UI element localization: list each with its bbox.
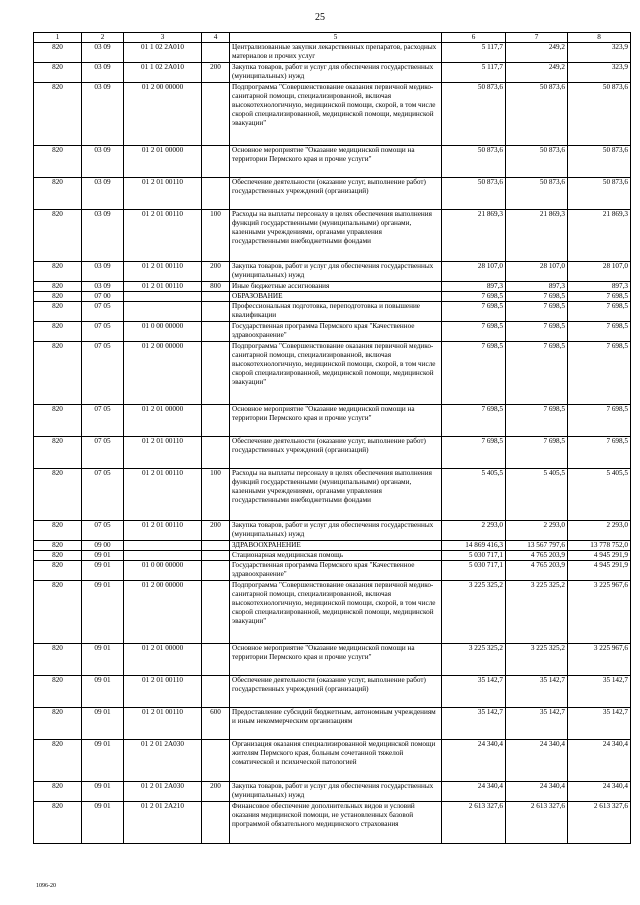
code-target-cell: [124, 551, 202, 561]
code-type-cell: [202, 405, 230, 437]
amount-year2-cell: 249,2: [506, 63, 568, 83]
description-cell: Подпрограмма "Совершенствование оказания первичной медико-санитарной помощи, специализированной, включая высокотехнологичную, медицинской помощи, скорой, в том числе скорой специализированной, медицинской помощи, медицинской эвакуации": [230, 581, 442, 644]
header-cell: 7: [506, 33, 568, 43]
table-row: [34, 63, 631, 83]
code-admin-cell: 820: [34, 322, 82, 342]
amount-year3-cell: 7 698,5: [568, 302, 631, 322]
amount-year2-cell: 2 613 327,6: [506, 802, 568, 844]
code-admin-cell: 820: [34, 437, 82, 469]
description-cell: Закупка товаров, работ и услуг для обеспечения государственных (муниципальных) нужд: [230, 521, 442, 541]
description-cell: Государственная программа Пермского края "Качественное здравоохранение": [230, 322, 442, 342]
code-section-cell: 03 09: [82, 63, 124, 83]
description-cell: Профессиональная подготовка, переподготовка и повышение квалификации: [230, 302, 442, 322]
header-cell: 4: [202, 33, 230, 43]
amount-year3-cell: 7 698,5: [568, 292, 631, 302]
table-row: [34, 561, 631, 581]
amount-year3-cell: 3 225 967,6: [568, 581, 631, 644]
amount-year2-cell: 897,3: [506, 282, 568, 292]
header-row: [34, 33, 631, 43]
amount-year3-cell: 7 698,5: [568, 322, 631, 342]
code-section-cell: 09 01: [82, 561, 124, 581]
amount-year2-cell: 4 765 203,9: [506, 551, 568, 561]
table-row: [34, 551, 631, 561]
code-section-cell: 03 09: [82, 210, 124, 262]
code-admin-cell: 820: [34, 178, 82, 210]
code-target-cell: 01 2 01 00000: [124, 405, 202, 437]
amount-year3-cell: 3 225 967,6: [568, 644, 631, 676]
table-row: [34, 178, 631, 210]
code-target-cell: 01 2 01 00000: [124, 146, 202, 178]
description-cell: Обеспечение деятельности (оказание услуг, выполнение работ) государственных учреждений (организаций): [230, 178, 442, 210]
amount-year2-cell: 50 873,6: [506, 83, 568, 146]
amount-year1-cell: 7 698,5: [442, 405, 506, 437]
table-row: [34, 146, 631, 178]
code-section-cell: 09 01: [82, 644, 124, 676]
code-type-cell: 200: [202, 782, 230, 802]
code-admin-cell: 820: [34, 302, 82, 322]
amount-year1-cell: 5 405,5: [442, 469, 506, 521]
amount-year1-cell: 7 698,5: [442, 342, 506, 405]
code-type-cell: [202, 322, 230, 342]
amount-year2-cell: 4 765 203,9: [506, 561, 568, 581]
code-admin-cell: 820: [34, 676, 82, 708]
code-type-cell: [202, 581, 230, 644]
amount-year1-cell: 50 873,6: [442, 178, 506, 210]
amount-year3-cell: 28 107,0: [568, 262, 631, 282]
description-cell: Основное мероприятие "Оказание медицинской помощи на территории Пермского края и прочие услуги": [230, 405, 442, 437]
amount-year3-cell: 323,9: [568, 63, 631, 83]
table-row: [34, 292, 631, 302]
amount-year1-cell: 50 873,6: [442, 83, 506, 146]
amount-year2-cell: 249,2: [506, 43, 568, 63]
table-row: [34, 782, 631, 802]
code-target-cell: 01 2 01 00110: [124, 469, 202, 521]
description-cell: Подпрограмма "Совершенствование оказания первичной медико-санитарной помощи, специализированной, включая высокотехнологичную, медицинской помощи, скорой, в том числе скорой специализированной, медицинской помощи, медицинской эвакуации": [230, 83, 442, 146]
code-section-cell: 07 05: [82, 405, 124, 437]
amount-year1-cell: 21 869,3: [442, 210, 506, 262]
code-type-cell: 200: [202, 521, 230, 541]
description-cell: Финансовое обеспечение дополнительных видов и условий оказания медицинской помощи, не установленных базовой программой обязательного медицинского страхования: [230, 802, 442, 844]
code-type-cell: 200: [202, 63, 230, 83]
code-section-cell: 07 05: [82, 342, 124, 405]
amount-year1-cell: 24 340,4: [442, 740, 506, 782]
table-row: [34, 405, 631, 437]
description-cell: Расходы на выплаты персоналу в целях обеспечения выполнения функций государственными (муниципальными) органами, казенными учреждениями, органами управления государственными внебюджетными фондами: [230, 469, 442, 521]
table-row: [34, 469, 631, 521]
code-section-cell: 07 05: [82, 437, 124, 469]
table-row: [34, 740, 631, 782]
header-cell: 6: [442, 33, 506, 43]
table-row: [34, 802, 631, 844]
amount-year3-cell: 323,9: [568, 43, 631, 63]
code-admin-cell: 820: [34, 43, 82, 63]
code-target-cell: 01 2 00 00000: [124, 581, 202, 644]
code-type-cell: [202, 146, 230, 178]
amount-year3-cell: 2 293,0: [568, 521, 631, 541]
code-target-cell: 01 2 01 00110: [124, 676, 202, 708]
code-type-cell: [202, 561, 230, 581]
amount-year3-cell: 7 698,5: [568, 405, 631, 437]
header-cell: 1: [34, 33, 82, 43]
table-row: [34, 521, 631, 541]
amount-year1-cell: 7 698,5: [442, 322, 506, 342]
code-admin-cell: 820: [34, 782, 82, 802]
code-admin-cell: 820: [34, 541, 82, 551]
code-target-cell: 01 1 02 2А010: [124, 63, 202, 83]
code-section-cell: 03 09: [82, 282, 124, 292]
table-row: [34, 302, 631, 322]
code-type-cell: [202, 292, 230, 302]
code-type-cell: 100: [202, 210, 230, 262]
code-admin-cell: 820: [34, 405, 82, 437]
header-cell: 8: [568, 33, 631, 43]
table-row: [34, 644, 631, 676]
code-type-cell: [202, 302, 230, 322]
table-row: [34, 342, 631, 405]
code-section-cell: 03 09: [82, 43, 124, 63]
code-admin-cell: 820: [34, 146, 82, 178]
code-type-cell: [202, 178, 230, 210]
code-target-cell: 01 2 01 00110: [124, 178, 202, 210]
code-type-cell: [202, 551, 230, 561]
description-cell: Закупка товаров, работ и услуг для обеспечения государственных (муниципальных) нужд: [230, 63, 442, 83]
code-admin-cell: 820: [34, 802, 82, 844]
header-cell: 3: [124, 33, 202, 43]
code-admin-cell: 820: [34, 644, 82, 676]
code-section-cell: 03 09: [82, 178, 124, 210]
table-row: [34, 581, 631, 644]
amount-year3-cell: 24 340,4: [568, 782, 631, 802]
description-cell: Закупка товаров, работ и услуг для обеспечения государственных (муниципальных) нужд: [230, 262, 442, 282]
code-type-cell: 200: [202, 262, 230, 282]
description-cell: Иные бюджетные ассигнования: [230, 282, 442, 292]
code-type-cell: [202, 541, 230, 551]
table-row: [34, 262, 631, 282]
amount-year2-cell: 5 405,5: [506, 469, 568, 521]
code-type-cell: [202, 342, 230, 405]
amount-year2-cell: 35 142,7: [506, 676, 568, 708]
description-cell: Стационарная медицинская помощь: [230, 551, 442, 561]
code-target-cell: 01 2 01 00110: [124, 437, 202, 469]
code-target-cell: 01 0 00 00000: [124, 561, 202, 581]
amount-year2-cell: 7 698,5: [506, 292, 568, 302]
amount-year2-cell: 7 698,5: [506, 437, 568, 469]
code-type-cell: [202, 802, 230, 844]
table-row: [34, 83, 631, 146]
code-target-cell: 01 0 00 00000: [124, 322, 202, 342]
amount-year1-cell: 35 142,7: [442, 676, 506, 708]
amount-year1-cell: 2 293,0: [442, 521, 506, 541]
code-type-cell: [202, 83, 230, 146]
amount-year1-cell: 3 225 325,2: [442, 644, 506, 676]
code-section-cell: 09 01: [82, 551, 124, 561]
amount-year1-cell: 14 869 416,3: [442, 541, 506, 551]
code-admin-cell: 820: [34, 708, 82, 740]
code-section-cell: 09 00: [82, 541, 124, 551]
amount-year1-cell: 7 698,5: [442, 292, 506, 302]
description-cell: Обеспечение деятельности (оказание услуг, выполнение работ) государственных учреждений (организаций): [230, 437, 442, 469]
budget-table: [33, 32, 631, 844]
amount-year2-cell: 24 340,4: [506, 740, 568, 782]
code-admin-cell: 820: [34, 210, 82, 262]
code-admin-cell: 820: [34, 83, 82, 146]
table-row: [34, 282, 631, 292]
code-admin-cell: 820: [34, 521, 82, 541]
description-cell: Расходы на выплаты персоналу в целях обеспечения выполнения функций государственными (муниципальными) органами, казенными учреждениями, органами управления государственными внебюджетными фондами: [230, 210, 442, 262]
code-target-cell: 01 2 01 2А210: [124, 802, 202, 844]
code-section-cell: 07 05: [82, 521, 124, 541]
code-target-cell: 01 2 01 00110: [124, 708, 202, 740]
description-cell: Предоставление субсидий бюджетным, автономным учреждениям и иным некоммерческим организациям: [230, 708, 442, 740]
code-type-cell: 600: [202, 708, 230, 740]
amount-year2-cell: 7 698,5: [506, 405, 568, 437]
page-number: 25: [315, 12, 325, 23]
amount-year1-cell: 5 030 717,1: [442, 551, 506, 561]
description-cell: Подпрограмма "Совершенствование оказания первичной медико-санитарной помощи, специализированной, включая высокотехнологичную, медицинской помощи, скорой, в том числе скорой специализированной, медицинской помощи, медицинской эвакуации": [230, 342, 442, 405]
amount-year3-cell: 4 945 291,9: [568, 561, 631, 581]
code-target-cell: 01 2 01 00110: [124, 210, 202, 262]
amount-year1-cell: 7 698,5: [442, 302, 506, 322]
amount-year2-cell: 24 340,4: [506, 782, 568, 802]
code-target-cell: 01 2 01 00110: [124, 282, 202, 292]
code-target-cell: 01 2 01 00000: [124, 644, 202, 676]
amount-year1-cell: 35 142,7: [442, 708, 506, 740]
code-section-cell: 07 05: [82, 322, 124, 342]
code-section-cell: 03 09: [82, 83, 124, 146]
amount-year2-cell: 3 225 325,2: [506, 644, 568, 676]
code-admin-cell: 820: [34, 262, 82, 282]
code-target-cell: 01 2 00 00000: [124, 342, 202, 405]
amount-year2-cell: 50 873,6: [506, 178, 568, 210]
amount-year1-cell: 7 698,5: [442, 437, 506, 469]
code-target-cell: 01 1 02 2А010: [124, 43, 202, 63]
code-admin-cell: 820: [34, 581, 82, 644]
code-type-cell: [202, 43, 230, 63]
amount-year3-cell: 897,3: [568, 282, 631, 292]
code-admin-cell: 820: [34, 63, 82, 83]
amount-year3-cell: 50 873,6: [568, 178, 631, 210]
amount-year2-cell: 28 107,0: [506, 262, 568, 282]
description-cell: ОБРАЗОВАНИЕ: [230, 292, 442, 302]
amount-year3-cell: 2 613 327,6: [568, 802, 631, 844]
amount-year1-cell: 897,3: [442, 282, 506, 292]
code-target-cell: 01 2 01 2А030: [124, 782, 202, 802]
amount-year2-cell: 7 698,5: [506, 322, 568, 342]
amount-year1-cell: 3 225 325,2: [442, 581, 506, 644]
amount-year3-cell: 50 873,6: [568, 146, 631, 178]
code-section-cell: 03 09: [82, 146, 124, 178]
amount-year2-cell: 50 873,6: [506, 146, 568, 178]
table-row: [34, 43, 631, 63]
amount-year3-cell: 35 142,7: [568, 676, 631, 708]
amount-year3-cell: 24 340,4: [568, 740, 631, 782]
code-section-cell: 07 05: [82, 469, 124, 521]
code-section-cell: 09 01: [82, 802, 124, 844]
document-code: 1096-20: [36, 883, 56, 889]
code-target-cell: 01 2 01 2А030: [124, 740, 202, 782]
code-target-cell: [124, 302, 202, 322]
code-admin-cell: 820: [34, 342, 82, 405]
amount-year1-cell: 5 117,7: [442, 63, 506, 83]
amount-year2-cell: 2 293,0: [506, 521, 568, 541]
amount-year3-cell: 50 873,6: [568, 83, 631, 146]
code-section-cell: 07 05: [82, 302, 124, 322]
code-section-cell: 03 09: [82, 262, 124, 282]
amount-year3-cell: 5 405,5: [568, 469, 631, 521]
code-section-cell: 09 01: [82, 581, 124, 644]
table-row: [34, 708, 631, 740]
description-cell: ЗДРАВООХРАНЕНИЕ: [230, 541, 442, 551]
table-row: [34, 322, 631, 342]
table-row: [34, 437, 631, 469]
amount-year1-cell: 24 340,4: [442, 782, 506, 802]
code-section-cell: 09 01: [82, 782, 124, 802]
code-admin-cell: 820: [34, 292, 82, 302]
code-type-cell: 100: [202, 469, 230, 521]
code-admin-cell: 820: [34, 561, 82, 581]
description-cell: Основное мероприятие "Оказание медицинской помощи на территории Пермского края и прочие услуги": [230, 146, 442, 178]
description-cell: Централизованные закупки лекарственных препаратов, расходных материалов и прочих услуг: [230, 43, 442, 63]
amount-year2-cell: 35 142,7: [506, 708, 568, 740]
code-target-cell: [124, 541, 202, 551]
code-admin-cell: 820: [34, 740, 82, 782]
code-admin-cell: 820: [34, 282, 82, 292]
amount-year1-cell: 2 613 327,6: [442, 802, 506, 844]
code-type-cell: [202, 676, 230, 708]
description-cell: Основное мероприятие "Оказание медицинской помощи на территории Пермского края и прочие услуги": [230, 644, 442, 676]
code-type-cell: [202, 740, 230, 782]
header-cell: 2: [82, 33, 124, 43]
header-cell: 5: [230, 33, 442, 43]
code-section-cell: 09 01: [82, 676, 124, 708]
code-type-cell: [202, 644, 230, 676]
description-cell: Обеспечение деятельности (оказание услуг, выполнение работ) государственных учреждений (организаций): [230, 676, 442, 708]
code-admin-cell: 820: [34, 551, 82, 561]
amount-year1-cell: 5 117,7: [442, 43, 506, 63]
amount-year2-cell: 7 698,5: [506, 302, 568, 322]
amount-year2-cell: 3 225 325,2: [506, 581, 568, 644]
code-target-cell: 01 2 01 00110: [124, 521, 202, 541]
amount-year3-cell: 7 698,5: [568, 437, 631, 469]
code-target-cell: 01 2 00 00000: [124, 83, 202, 146]
amount-year3-cell: 13 778 752,0: [568, 541, 631, 551]
amount-year3-cell: 7 698,5: [568, 342, 631, 405]
code-type-cell: 800: [202, 282, 230, 292]
amount-year3-cell: 21 869,3: [568, 210, 631, 262]
code-section-cell: 09 01: [82, 708, 124, 740]
description-cell: Закупка товаров, работ и услуг для обеспечения государственных (муниципальных) нужд: [230, 782, 442, 802]
table-row: [34, 676, 631, 708]
code-section-cell: 07 00: [82, 292, 124, 302]
amount-year1-cell: 28 107,0: [442, 262, 506, 282]
amount-year3-cell: 35 142,7: [568, 708, 631, 740]
amount-year3-cell: 4 945 291,9: [568, 551, 631, 561]
table-row: [34, 541, 631, 551]
code-target-cell: [124, 292, 202, 302]
amount-year1-cell: 50 873,6: [442, 146, 506, 178]
amount-year1-cell: 5 030 717,1: [442, 561, 506, 581]
amount-year2-cell: 7 698,5: [506, 342, 568, 405]
code-target-cell: 01 2 01 00110: [124, 262, 202, 282]
table-row: [34, 210, 631, 262]
amount-year2-cell: 13 567 797,6: [506, 541, 568, 551]
code-type-cell: [202, 437, 230, 469]
description-cell: Организация оказания специализированной медицинской помощи жителям Пермского края, больным сочетанной тяжелой соматической и психической патологией: [230, 740, 442, 782]
amount-year2-cell: 21 869,3: [506, 210, 568, 262]
code-section-cell: 09 01: [82, 740, 124, 782]
code-admin-cell: 820: [34, 469, 82, 521]
description-cell: Государственная программа Пермского края "Качественное здравоохранение": [230, 561, 442, 581]
